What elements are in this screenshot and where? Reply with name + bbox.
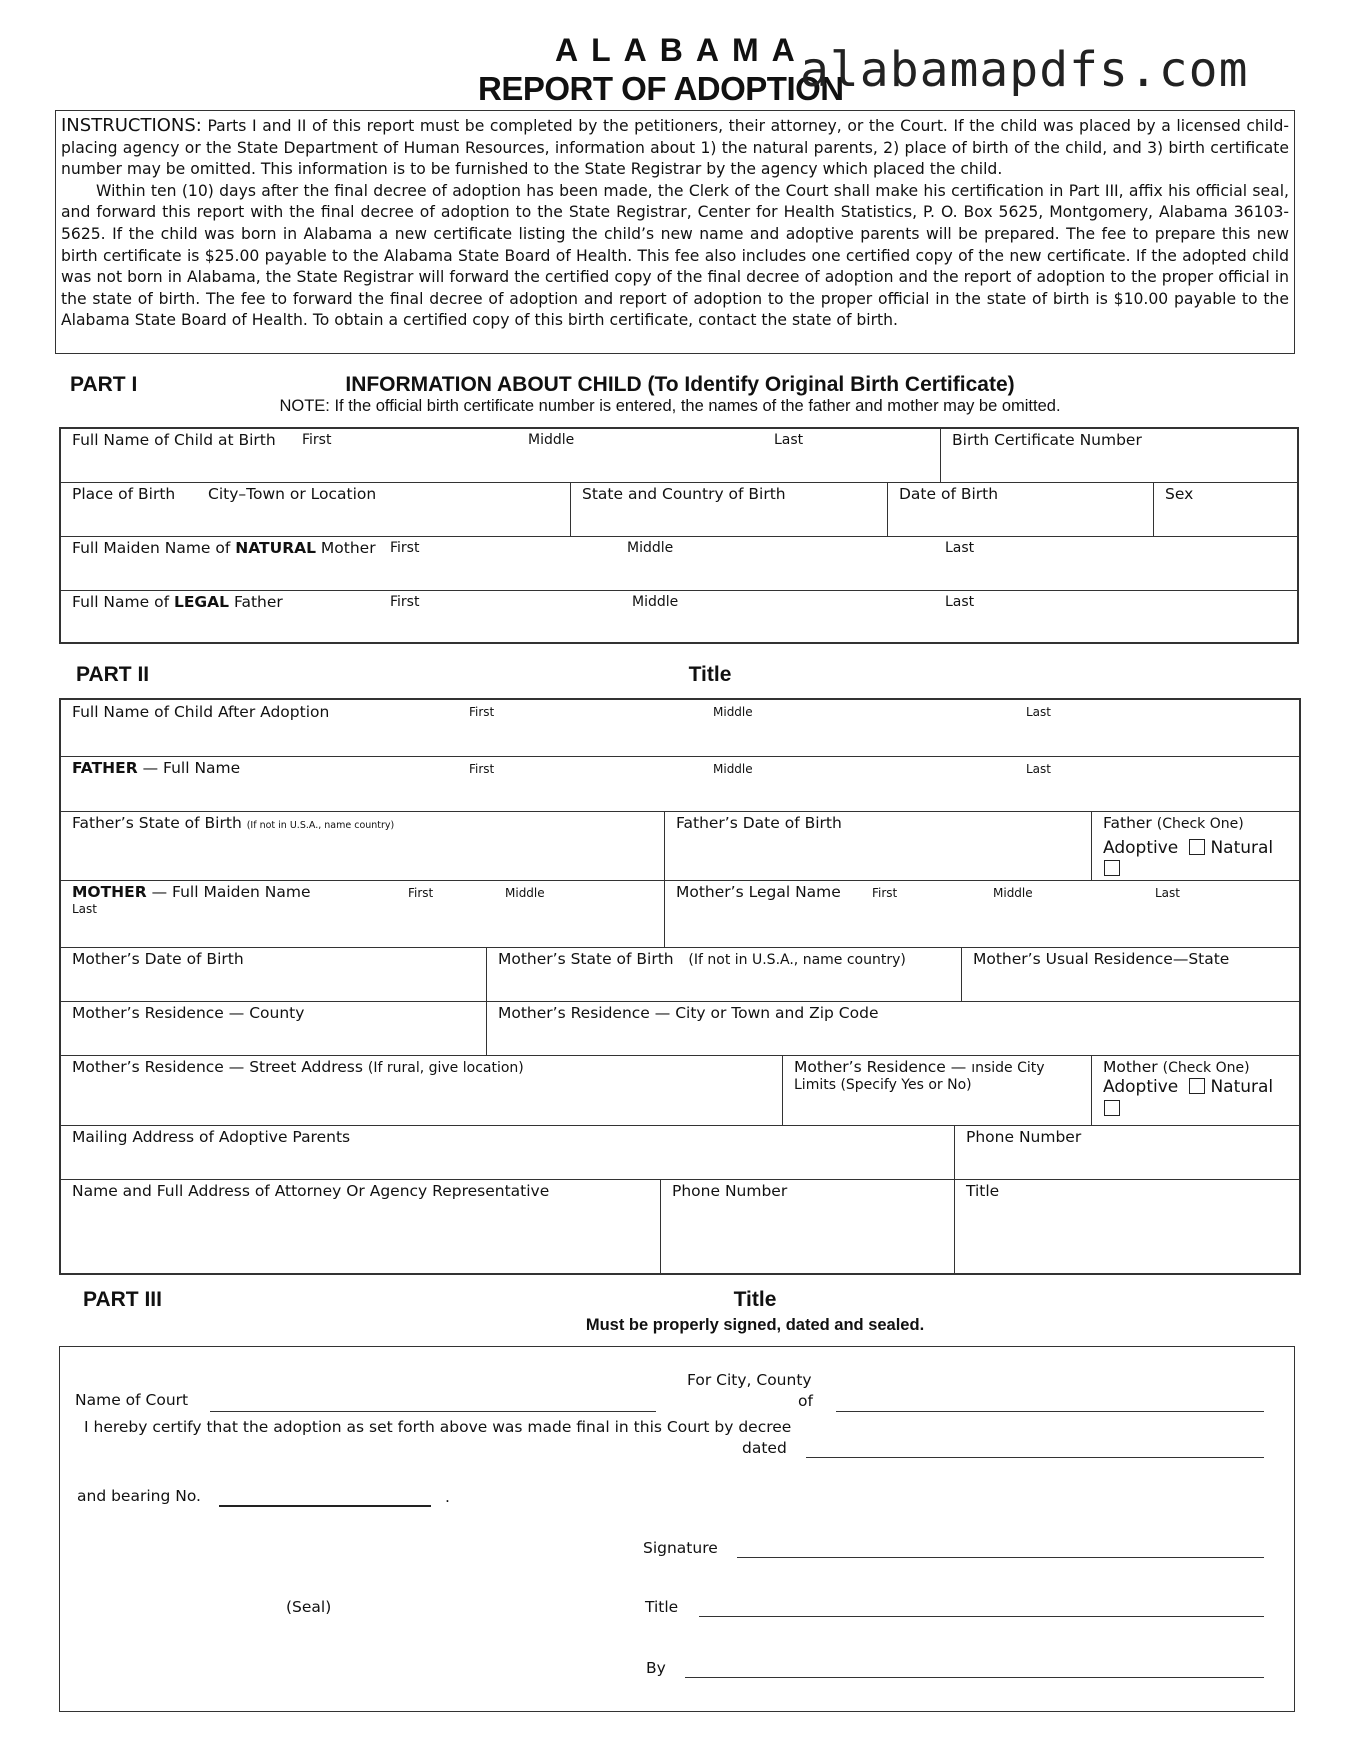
middle-label: Middle [713,762,753,776]
first-label: First [390,540,420,556]
signature-line[interactable] [737,1557,1264,1558]
mother-state-of-birth-label: Mother’s State of Birth (If not in U.S.A., name country) [498,950,906,968]
mother-inside-city-limits-field[interactable] [783,1056,1092,1126]
first-label: First [302,432,332,448]
bearing-number-label: and bearing No. [77,1487,201,1505]
mother-maiden-name-label: MOTHER — Full Maiden Name [72,883,311,901]
sex-label: Sex [1165,485,1194,503]
child-birth-name-field[interactable] [61,429,941,483]
last-label: Last [1155,886,1180,900]
seal-label: (Seal) [286,1598,332,1616]
father-name-label: FATHER — Full Name [72,759,241,777]
mother-adoptive-checkbox[interactable] [1104,1100,1120,1116]
name-of-court-label: Name of Court [75,1391,189,1409]
mother-residence-county-label: Mother’s Residence — County [72,1004,305,1022]
form-title: REPORT OF ADOPTION [478,70,844,107]
mother-natural-checkbox[interactable] [1189,1078,1205,1094]
part-3-subtitle: Must be properly signed, dated and sealed. [585,1316,925,1334]
middle-label: Middle [993,886,1033,900]
part-3-label: PART III [83,1288,162,1311]
last-label: Last [1026,705,1051,719]
part-1-table [59,427,1299,644]
father-date-of-birth-field[interactable] [665,812,1092,881]
part-1-note: NOTE: If the official birth certificate number is entered, the names of the father and mother may be omitted. [279,397,1061,415]
mother-maiden-name-field[interactable] [61,881,665,948]
mother-adoptive-option: Adoptive Natural [1103,1077,1274,1097]
watermark-text: alabamapdfs.com [800,42,1249,98]
mother-inside-city-limits-label: Mother’s Residence — ınside City [794,1058,1045,1076]
place-of-birth-field[interactable] [61,483,571,537]
first-label: First [469,762,495,776]
attorney-name-address-label: Name and Full Address of Attorney Or Agency Representative [72,1182,550,1200]
middle-label: Middle [632,594,679,610]
mother-state-of-birth-field[interactable] [487,948,962,1002]
part-1-title: INFORMATION ABOUT CHILD (To Identify Original Birth Certificate) [345,373,1015,396]
mother-residence-county-field[interactable] [61,1002,487,1056]
father-name-field[interactable] [61,757,1299,812]
birth-certificate-number-field[interactable] [941,429,1297,483]
child-after-adoption-name-field[interactable] [61,700,1299,757]
natural-mother-label: Full Maiden Name of NATURAL Mother [72,539,376,557]
child-after-adoption-label: Full Name of Child After Adoption [72,703,330,721]
mother-check-one-label: Mother (Check One) [1103,1058,1250,1076]
attorney-name-address-field[interactable] [61,1180,661,1273]
attorney-phone-number-label: Phone Number [672,1182,788,1200]
part-2-label: PART II [76,663,150,686]
mother-residence-city-zip-field[interactable] [487,1002,1299,1056]
last-label: Last [945,540,975,556]
father-date-of-birth-label: Father’s Date of Birth [676,814,842,832]
legal-father-label: Full Name of LEGAL Father [72,593,283,611]
first-label: First [408,886,434,900]
last-label: Last [945,594,975,610]
signature-label: Signature [643,1539,718,1557]
by-label: By [646,1659,666,1677]
father-state-of-birth-label: Father’s State of Birth (If not in U.S.A., name country) [72,814,395,832]
city-county-line[interactable] [836,1411,1264,1412]
for-city-county-label: For City, County [687,1371,812,1389]
mailing-address-label: Mailing Address of Adoptive Parents [72,1128,351,1146]
phone-number-label: Phone Number [966,1128,1082,1146]
dated-label: dated [742,1439,787,1457]
phone-number-field[interactable] [955,1126,1299,1180]
mother-legal-name-label: Mother’s Legal Name [676,883,841,901]
date-of-birth-field[interactable] [888,483,1154,537]
by-line[interactable] [685,1677,1264,1678]
mother-residence-city-zip-label: Mother’s Residence — City or Town and Zip Code [498,1004,879,1022]
certification-statement: I hereby certify that the adoption as set forth above was made final in this Court by decree [84,1418,792,1436]
father-state-of-birth-field[interactable] [61,812,665,881]
father-adoptive-option: Adoptive Natural [1103,838,1274,858]
first-label: First [872,886,898,900]
father-check-one-field [1092,812,1299,881]
mother-check-one-field [1092,1056,1299,1126]
mother-date-of-birth-label: Mother’s Date of Birth [72,950,244,968]
first-label: First [390,594,420,610]
date-of-birth-label: Date of Birth [899,485,999,503]
clerk-title-label: Title [645,1598,679,1616]
last-label: Last [72,902,97,916]
bearing-number-line[interactable] [219,1505,431,1507]
father-natural-checkbox[interactable] [1189,839,1205,855]
mother-date-of-birth-field[interactable] [61,948,487,1002]
mother-usual-residence-state-label: Mother’s Usual Residence—State [973,950,1230,968]
middle-label: Middle [505,886,545,900]
decree-date-line[interactable] [806,1457,1264,1458]
middle-label: Middle [627,540,674,556]
form-state-heading: ALABAMA [555,32,808,68]
instructions-box [55,110,1295,354]
natural-mother-name-field[interactable] [61,537,1297,591]
legal-father-name-field[interactable] [61,591,1297,642]
middle-label: Middle [528,432,575,448]
place-of-birth-label: Place of Birth [72,485,176,503]
father-check-one-label: Father (Check One) [1103,814,1244,832]
mother-street-address-field[interactable] [61,1056,783,1126]
mother-usual-residence-state-field[interactable] [962,948,1299,1002]
attorney-phone-number-field[interactable] [661,1180,955,1273]
period-mark: . [445,1488,450,1506]
middle-label: Middle [713,705,753,719]
city-town-label: City–Town or Location [208,485,377,503]
instructions-paragraph-1: Parts I and II of this report must be completed by the petitioners, their attorney, or the Court. If the child was placed by a licensed child-placing agency or the State Department of Human Resources, information about 1) the natural parents, 2) place of birth of the child, and 3) birth certificate number may be omitted. This information is to be furnished to the State Registrar by the agency which placed the child. [61,117,1289,179]
instructions-paragraph-2: Within ten (10) days after the final decree of adoption has been made, the Clerk of the Court shall make his certification in Part III, affix his official seal, and forward this report with the final decree of adoption to the State Registrar, Center for Health Statistics, P. O. Box 5625, Montgomery, Alabama 36103-5625. If the child was born in Alabama a new certificate listing the child’s new name and adoptive parents will be prepared. The fee to prepare this new birth certificate is $25.00 payable to the Alabama State Board of Health. This fee also includes one certified copy of the new certificate. If the adopted child was not born in Alabama, the State Registrar will forward the certified copy of the final decree of adoption and the report of adoption to the proper official in the state of birth. The fee to forward the final decree of adoption and report of adoption to the proper official in the state of birth is $10.00 payable to the Alabama State Board of Health. To obtain a certified copy of this birth certificate, contact the state of birth. [61,181,1289,330]
birth-certificate-number-label: Birth Certificate Number [952,431,1142,449]
of-label: of [798,1392,813,1410]
part-1-label: PART I [70,373,138,396]
instructions-lead: INSTRUCTIONS: [61,115,202,136]
name-of-court-line[interactable] [210,1411,656,1412]
mother-street-address-label: Mother’s Residence — Street Address (If rural, give location) [72,1058,524,1076]
attorney-title-label: Title [966,1182,1000,1200]
mailing-address-field[interactable] [61,1126,955,1180]
first-label: First [469,705,495,719]
part-2-table [59,698,1301,1275]
clerk-title-line[interactable] [699,1616,1264,1617]
last-label: Last [774,432,804,448]
state-country-of-birth-field[interactable] [571,483,888,537]
sex-field[interactable] [1154,483,1297,537]
father-adoptive-checkbox[interactable] [1104,860,1120,876]
state-country-label: State and Country of Birth [582,485,786,503]
mother-legal-name-field[interactable] [665,881,1299,948]
mother-inside-city-limits-note: Limits (Specify Yes or No) [794,1077,972,1093]
part-3-certification-box [59,1346,1295,1712]
attorney-title-field[interactable] [955,1180,1299,1273]
part-2-title: Title [688,663,732,686]
last-label: Last [1026,762,1051,776]
child-birth-name-label: Full Name of Child at Birth [72,431,276,449]
part-3-title: Title [733,1288,777,1311]
